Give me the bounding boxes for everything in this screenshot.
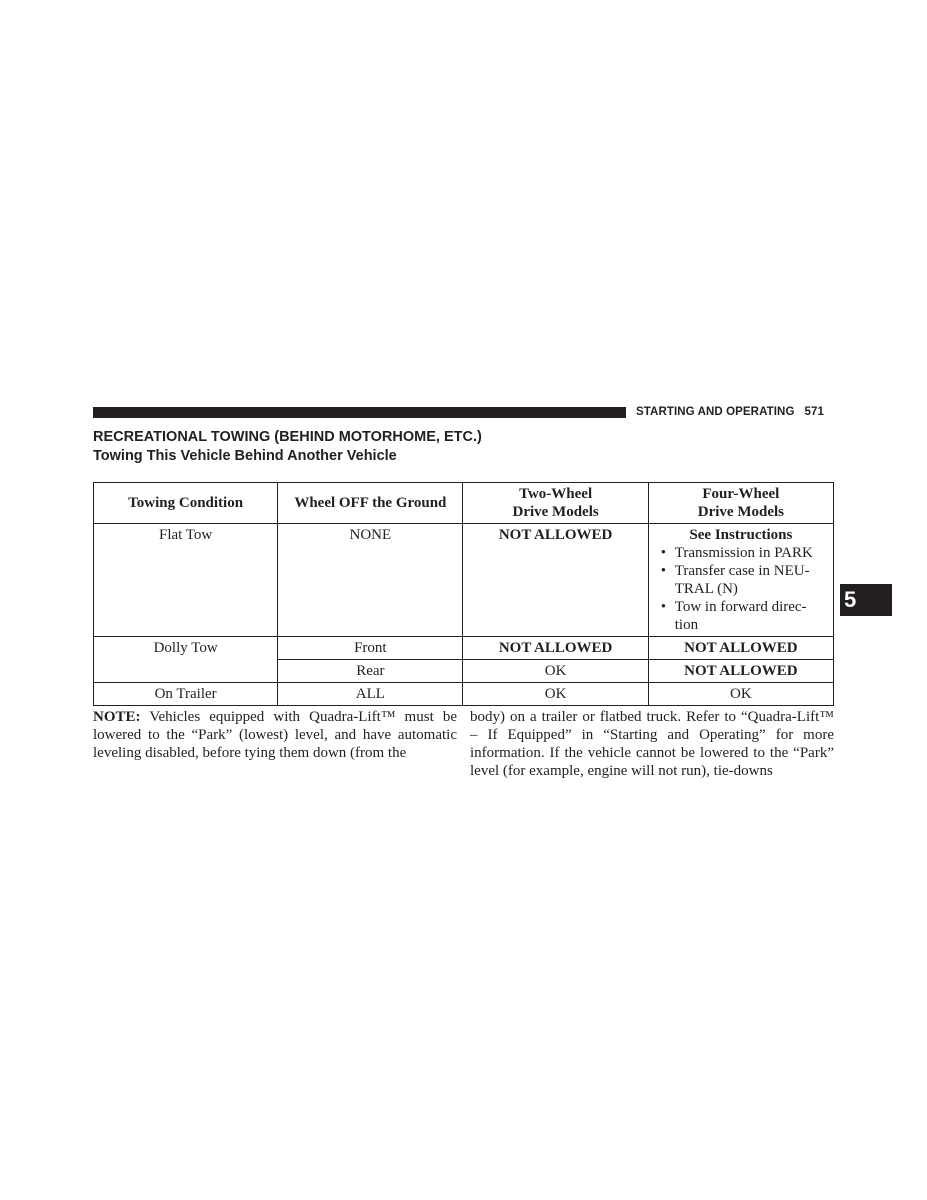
cell-on-trailer-four-wheel: OK [648, 683, 833, 706]
table-row-flat-tow [94, 524, 834, 637]
cell-flat-tow-wheel: NONE [278, 524, 463, 637]
note-paragraph [93, 708, 457, 762]
instructions-title: See Instructions [689, 527, 793, 543]
instruction-text: Tow in forward direc-tion [674, 599, 807, 633]
running-header-section: STARTING AND OPERATING [636, 406, 795, 418]
cell-on-trailer-wheel: ALL [278, 683, 463, 706]
page-number: 571 [804, 406, 825, 418]
chapter-tab: 5 [840, 584, 892, 616]
cell-dolly-front-two-wheel: NOT ALLOWED [463, 637, 648, 660]
instruction-item [655, 562, 827, 598]
cell-dolly-rear-four-wheel: NOT ALLOWED [648, 660, 833, 683]
header-four-wheel-line2: Drive Models [697, 504, 784, 520]
cell-dolly-front-wheel: Front [278, 637, 463, 660]
cell-flat-tow-condition: Flat Tow [94, 524, 278, 637]
header-towing-condition: Towing Condition [94, 483, 278, 524]
header-four-wheel-line1: Four-Wheel [702, 486, 780, 502]
instructions-list [655, 544, 827, 634]
header-four-wheel [648, 483, 833, 524]
instruction-item: • Transmission in PARK [655, 544, 827, 562]
section-title: RECREATIONAL TOWING (BEHIND MOTORHOME, ETC.) [93, 429, 482, 445]
cell-flat-tow-two-wheel: NOT ALLOWED [463, 524, 648, 637]
note-right-text: body) on a trailer or flatbed truck. Refer to “Quadra-Lift™ – If Equipped” in “Starting and Operating” for more information. If the vehicle cannot be lowered to the “Park” level (for example, engine will not run), tie-downs [470, 709, 834, 779]
cell-dolly-rear-two-wheel: OK [463, 660, 648, 683]
header-rule [93, 407, 626, 418]
cell-on-trailer-condition: On Trailer [94, 683, 278, 706]
cell-flat-tow-four-wheel [648, 524, 833, 637]
table-row-on-trailer [94, 683, 834, 706]
note-right-column [470, 708, 834, 780]
cell-dolly-rear-wheel: Rear [278, 660, 463, 683]
table-header-row [94, 483, 834, 524]
table-row-dolly-front [94, 637, 834, 660]
note-left-text: Vehicles equipped with Quadra-Lift™ must be lowered to the “Park” (lowest) level, and have automatic leveling disabled, before tying them down (from the [93, 709, 457, 761]
cell-dolly-front-four-wheel: NOT ALLOWED [648, 637, 833, 660]
header-wheel-off: Wheel OFF the Ground [278, 483, 463, 524]
cell-on-trailer-two-wheel: OK [463, 683, 648, 706]
cell-dolly-tow-condition: Dolly Tow [94, 637, 278, 683]
note-label: NOTE: [93, 709, 141, 725]
header-two-wheel [463, 483, 648, 524]
section-subtitle: Towing This Vehicle Behind Another Vehicle [93, 448, 397, 464]
header-two-wheel-line2: Drive Models [512, 504, 599, 520]
instruction-item [655, 598, 827, 634]
note-left-column [93, 708, 457, 762]
running-header [636, 405, 836, 420]
header-two-wheel-line1: Two-Wheel [519, 486, 593, 502]
towing-table [93, 482, 834, 706]
instruction-text: Transfer case in NEU-TRAL (N) [674, 563, 810, 597]
